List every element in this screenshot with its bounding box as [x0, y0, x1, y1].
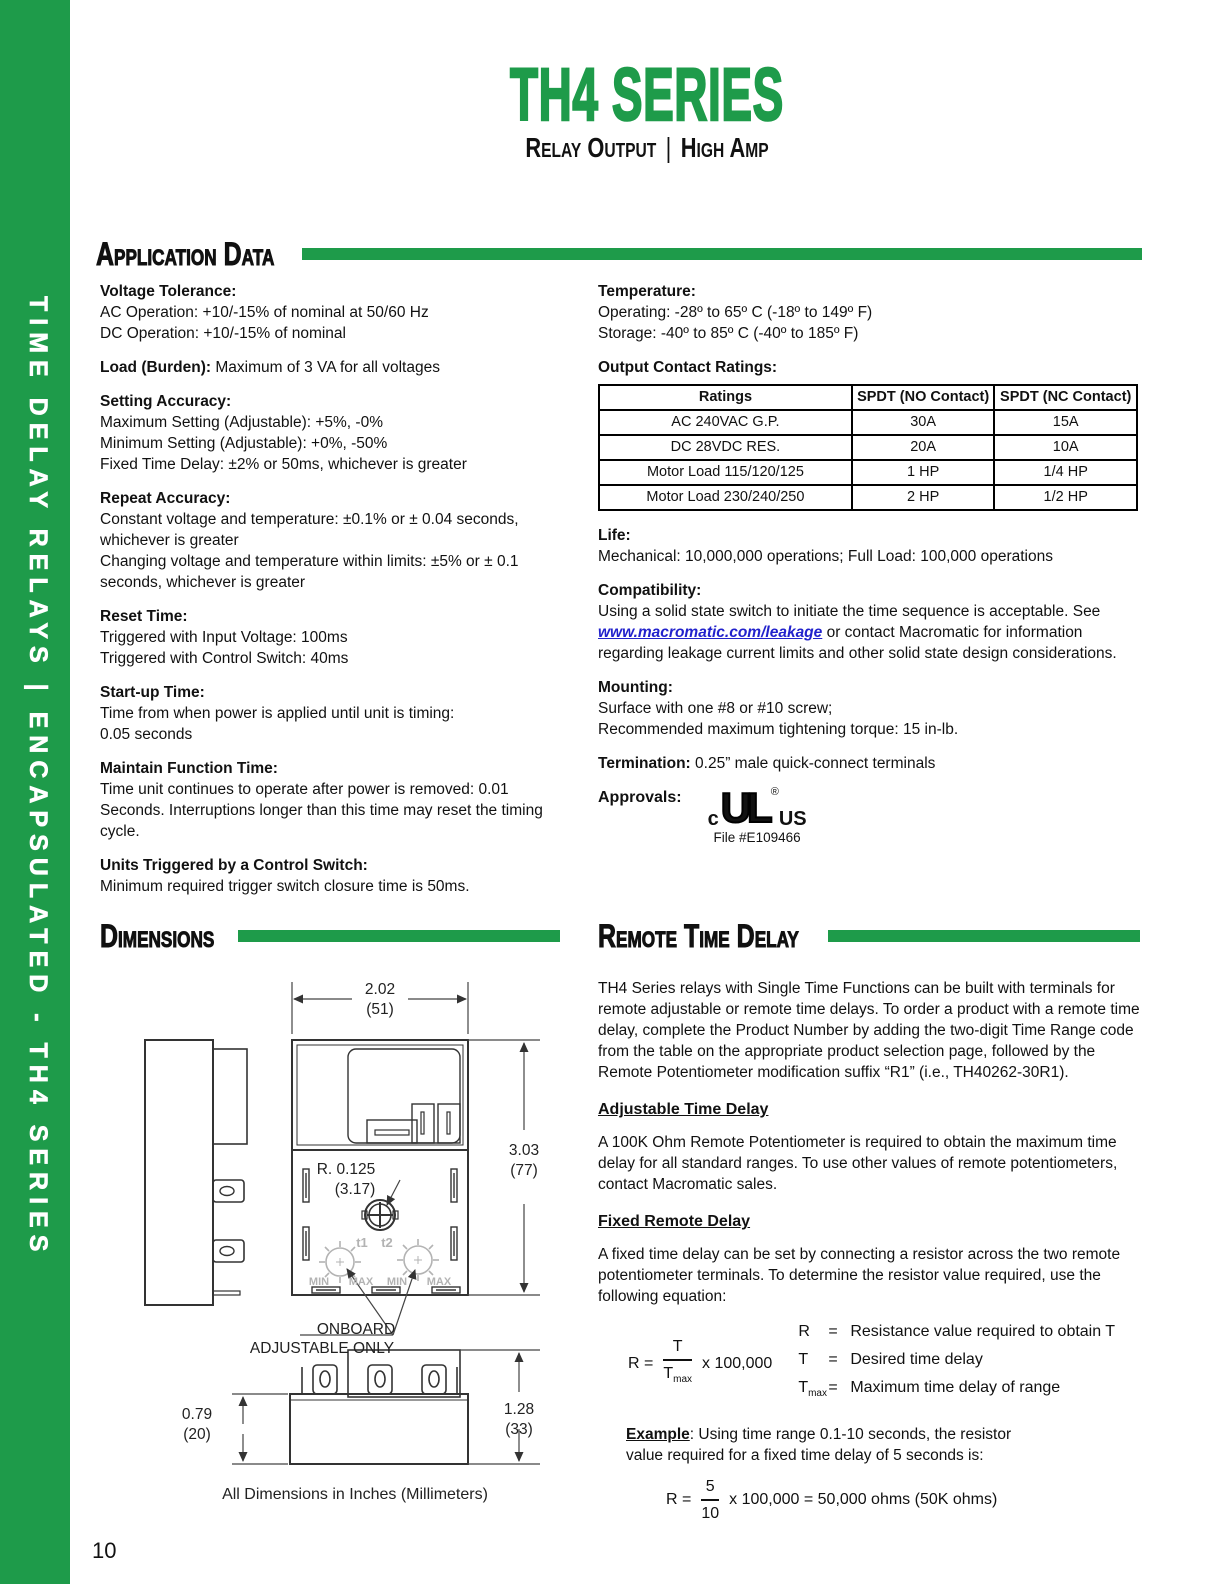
repeat-accuracy-spec: Repeat Accuracy: Constant voltage and temperature: ±0.1% or ± 0.04 seconds, whichever is greater Changing voltage and temperature within limits: ±5% or ± 0.1 seconds, whichever is greater: [100, 490, 519, 591]
bottom-view-cover: [348, 1350, 460, 1397]
table-row: Motor Load 115/120/125 1 HP 1/4 HP: [599, 460, 1137, 485]
application-data-right-column: [598, 281, 1140, 845]
ul-c-mark: c: [707, 808, 719, 830]
application-data-heading: Application Data: [96, 235, 275, 272]
mounting-spec: Mounting: Surface with one #8 or #10 screw; Recommended maximum tightening torque: 15 in-lb.: [598, 679, 959, 738]
subtitle-left: Relay Output: [525, 132, 657, 163]
knob2-max-label: MAX: [426, 1276, 452, 1288]
life-spec: Life: Mechanical: 10,000,000 operations; Full Load: 100,000 operations: [598, 527, 1053, 565]
knob2-min-label: MIN: [386, 1276, 408, 1288]
maintain-function-spec: Maintain Function Time: Time unit continues to operate after power is removed: 0.01 Seconds. Interruptions longer than this time may reset the timing cycle.: [100, 760, 543, 840]
adjustable-time-delay-text: A 100K Ohm Remote Potentiometer is required to obtain the maximum time delay for all standard ranges. To use other values of remote potentiometers, contact Macromatic sales.: [598, 1134, 1118, 1193]
voltage-tolerance-spec: Voltage Tolerance: AC Operation: +10/-15% of nominal at 50/60 Hz DC Operation: +10/-15% of nominal: [100, 283, 429, 342]
dim-height-mm-label: (77): [510, 1162, 538, 1179]
reset-time-spec: Reset Time: Triggered with Input Voltage: 100ms Triggered with Control Switch: 40ms: [100, 608, 349, 667]
col-header-no-contact: SPDT (NO Contact): [852, 385, 995, 410]
knob1-min-label: MIN: [308, 1276, 330, 1288]
dimensions-heading: Dimensions: [100, 917, 215, 954]
equation-fraction: $\frac{T}{T_{max}}$: [663, 1338, 693, 1386]
sidebar-vertical-title: TIME DELAY RELAYS | ENCAPSULATED - TH4 SERIES: [24, 296, 52, 1259]
compatibility-spec: Compatibility: Using a solid state switch to initiate the time sequence is acceptable. See www.macromatic.com/leakage or contact Macromatic for information regarding leakage current limits and other solid state design considerations.: [598, 582, 1117, 662]
approvals-spec: Approvals: c UL ® US File #E109466: [598, 784, 807, 845]
remote-time-delay-rule: [828, 930, 1140, 942]
termination-spec: Termination: 0.25” male quick-connect terminals: [598, 755, 936, 772]
fixed-remote-delay-title: Fixed Remote Delay: [598, 1213, 751, 1230]
dim-width-label: 2.02: [364, 981, 396, 998]
remote-time-delay-section: [598, 978, 1143, 1524]
onboard-label-line2: ADJUSTABLE ONLY: [249, 1340, 395, 1357]
application-data-heading-row: [96, 234, 1142, 274]
side-view-body: [145, 1040, 213, 1305]
startup-time-spec: Start-up Time: Time from when power is applied until unit is timing: 0.05 seconds: [100, 684, 455, 743]
onboard-label-line1: ONBOARD: [316, 1321, 396, 1338]
dim-height-label: 3.03: [508, 1142, 540, 1159]
col-header-ratings: Ratings: [599, 385, 852, 410]
page-subtitle: [70, 132, 1224, 164]
temperature-spec: Temperature: Operating: -28º to 65º C (-18º to 149º F) Storage: -40º to 85º C (-40º to 185º F): [598, 283, 873, 342]
fixed-remote-delay-text: A fixed time delay can be set by connecting a resistor across the two remote potentiometer terminals. To determine the resistor value required, use the following equation:: [598, 1246, 1121, 1305]
load-burden-spec: Load (Burden): Maximum of 3 VA for all voltages: [100, 359, 440, 376]
equation-legend: R = Resistance value required to obtain T T = Desired time delay $T_{max}$ = Maximum time delay of range: [798, 1323, 1116, 1400]
table-row: DC 28VDC RES. 20A 10A: [599, 435, 1137, 460]
remote-time-delay-heading-row: [598, 916, 1140, 956]
page-header: [70, 53, 1224, 164]
time-adjust-knobs: [319, 1239, 439, 1283]
leakage-link[interactable]: www.macromatic.com/leakage: [598, 624, 823, 641]
resistor-equation: R = $\frac{T}{T_{max}}$ x 100,000 R = Resistance value required to obtain T T = Desired time delay $T_{max}$ = Maximum time delay of range: [628, 1321, 1143, 1406]
dim-base-height-label: 0.79: [181, 1406, 213, 1423]
knob1-max-label: MAX: [348, 1276, 374, 1288]
dimensions-note: All Dimensions in Inches (Millimeters): [222, 1486, 488, 1503]
dim-total-height-label: 1.28: [503, 1401, 535, 1418]
table-row: Motor Load 230/240/250 2 HP 1/2 HP: [599, 485, 1137, 510]
application-data-left-column: [100, 281, 562, 910]
output-contact-ratings-spec: Output Contact Ratings: Ratings SPDT (NO Contact) SPDT (NC Contact) AC 240VAC G.P. 30A 15A DC 28VDC RES. 20A 10A Motor Load 115/120/125 1 HP 1/4 HP Motor Load 230/240/250 2 HP 1/2 HP: [598, 357, 1140, 511]
ul-monogram-icon: UL: [720, 784, 769, 831]
units-triggered-spec: Units Triggered by a Control Switch: Minimum required trigger switch closure time is 50ms.: [100, 857, 470, 895]
ul-listed-logo: [707, 784, 807, 845]
page-number: 10: [92, 1538, 117, 1563]
subtitle-right: High Amp: [680, 132, 769, 163]
remote-time-delay-heading: Remote Time Delay: [598, 917, 799, 954]
dim-width-mm-label: (51): [366, 1001, 394, 1018]
radius-mm-label: (3.17): [334, 1181, 376, 1198]
bottom-view-base: [290, 1394, 468, 1464]
adjustable-time-delay-title: Adjustable Time Delay: [598, 1101, 769, 1118]
ul-us-mark: US: [778, 808, 807, 830]
registered-mark: ®: [770, 786, 779, 798]
output-contact-ratings-table: [598, 384, 1138, 511]
radius-label: R. 0.125: [316, 1161, 376, 1178]
dimensions-drawing: [100, 962, 560, 1522]
ul-file-number: File #E109466: [713, 830, 801, 845]
adjust-screw-icon: [362, 1200, 398, 1230]
dimensions-heading-row: [100, 916, 560, 956]
dim-total-height-mm-label: (33): [505, 1421, 533, 1438]
table-header-row: [599, 385, 1137, 410]
setting-accuracy-spec: Setting Accuracy: Maximum Setting (Adjustable): +5%, -0% Minimum Setting (Adjustable): +0%, -50% Fixed Time Delay: ±2% or 50ms, whichever is greater: [100, 393, 467, 473]
knob-t2-label: t2: [381, 1235, 393, 1250]
application-data-rule: [302, 248, 1142, 260]
example-block: Example: Using time range 0.1-10 seconds, the resistor value required for a fixed time delay of 5 seconds is: R = $\frac{5}{10}$ x 100,000 = 50,000 ohms (50K ohms): [626, 1424, 1143, 1524]
page-title: TH4 SERIES: [510, 53, 784, 136]
dim-base-height-mm-label: (20): [183, 1426, 211, 1443]
table-row: AC 240VAC G.P. 30A 15A: [599, 410, 1137, 435]
example-equation: R = $\frac{5}{10}$ x 100,000 = 50,000 ohms (50K ohms): [666, 1477, 998, 1522]
subtitle-separator: |: [665, 132, 672, 163]
knob-t1-label: t1: [356, 1235, 368, 1250]
remote-intro: TH4 Series relays with Single Time Functions can be built with terminals for remote adjustable or remote time delays. To order a product with a remote time delay, complete the Product Number by adding the two-digit Time Range code from the table on the appropriate product selection page, followed by the Remote Potentiometer modification suffix “R1” (i.e., TH40262-30R1).: [598, 980, 1140, 1081]
col-header-nc-contact: SPDT (NC Contact): [994, 385, 1137, 410]
dimensions-rule: [238, 930, 560, 942]
